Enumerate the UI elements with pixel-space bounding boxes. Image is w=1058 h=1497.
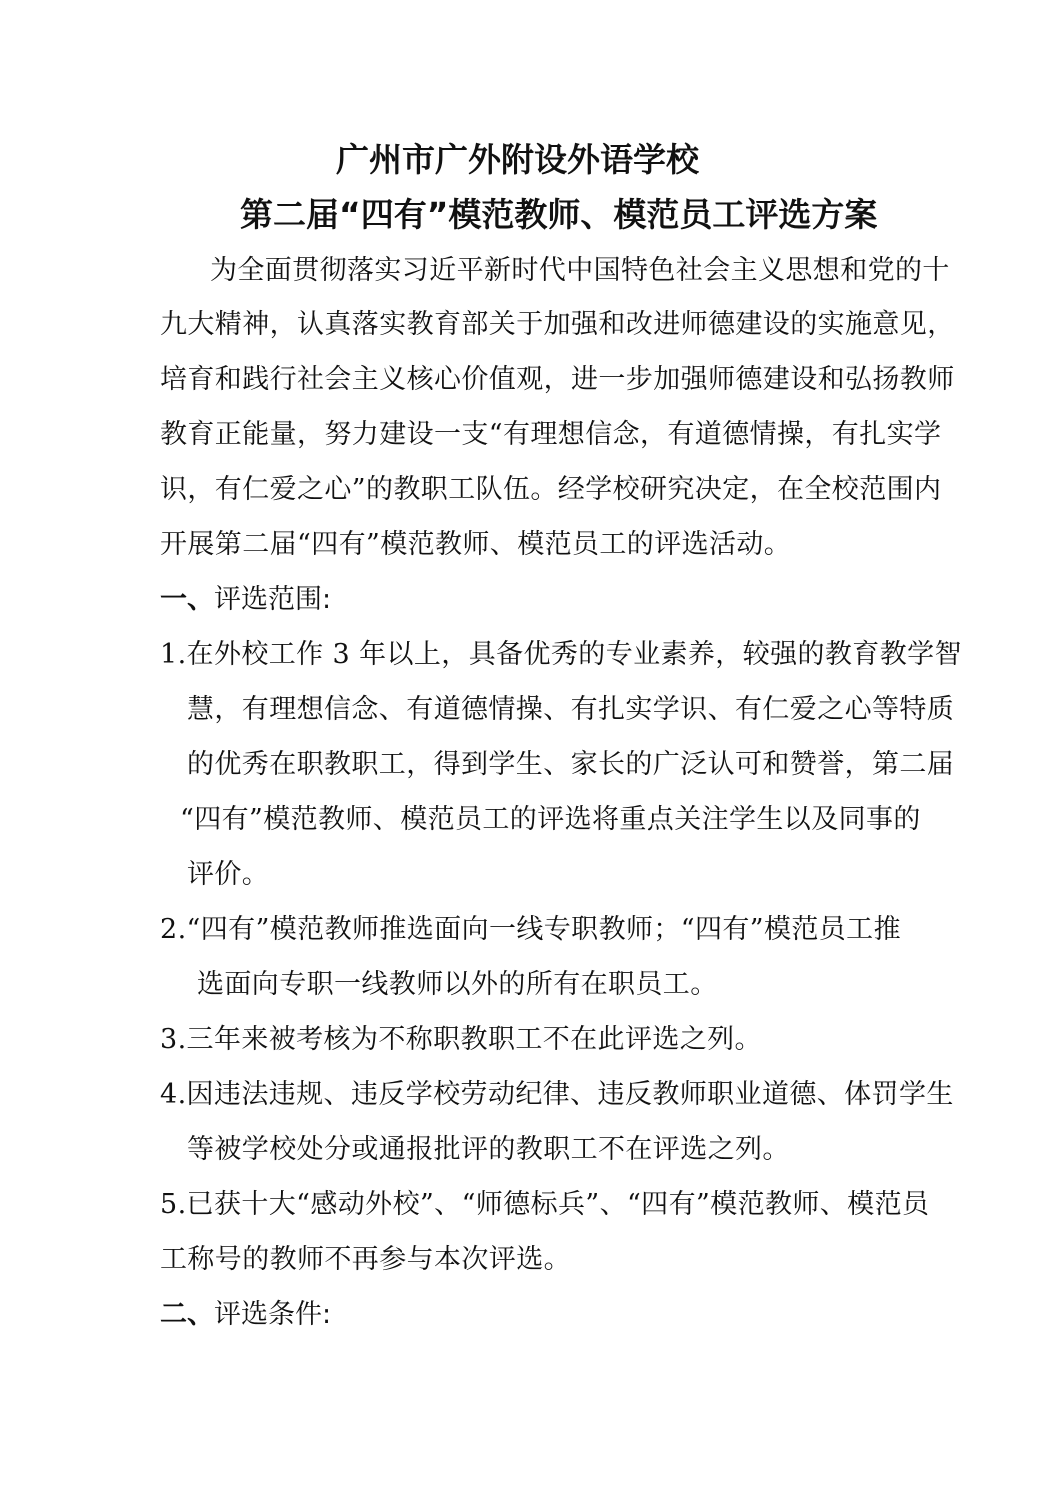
list-item-line: 的优秀在职教职工，得到学生、家长的广泛认可和赞誉，第二届 bbox=[187, 749, 955, 780]
list-item-line: 2.“四有”模范教师推选面向一线专职教师；“四有”模范员工推 bbox=[160, 914, 901, 945]
intro-line: 教育正能量，努力建设一支“有理想信念，有道德情操，有扎实学 bbox=[160, 419, 942, 450]
document-title: 广州市广外附设外语学校 bbox=[336, 140, 699, 179]
list-item-line: 选面向专职一线教师以外的所有在职员工。 bbox=[197, 969, 718, 1000]
list-item-line: 4.因违法违规、违反学校劳动纪律、违反教师职业道德、体罚学生 bbox=[160, 1079, 954, 1110]
intro-line: 为全面贯彻落实习近平新时代中国特色社会主义思想和党的十 bbox=[210, 255, 950, 286]
list-item-line: “四有”模范教师、模范员工的评选将重点关注学生以及同事的 bbox=[180, 804, 921, 835]
section-heading bbox=[160, 1297, 331, 1333]
document-subtitle: 第二届“四有”模范教师、模范员工评选方案 bbox=[240, 195, 878, 234]
section-number: 二、 bbox=[160, 1299, 214, 1330]
list-item-line: 1.在外校工作 3 年以上，具备优秀的专业素养，较强的教育教学智 bbox=[160, 639, 962, 670]
section-heading-text: 评选条件: bbox=[214, 1299, 332, 1330]
list-item-line: 工称号的教师不再参与本次评选。 bbox=[160, 1244, 571, 1275]
list-item-line: 等被学校处分或通报批评的教职工不在评选之列。 bbox=[187, 1134, 790, 1165]
section-heading-text: 评选范围: bbox=[214, 584, 332, 615]
list-item-line: 5.已获十大“感动外校”、“师德标兵”、“四有”模范教师、模范员 bbox=[160, 1189, 930, 1220]
list-item-line: 3.三年来被考核为不称职教职工不在此评选之列。 bbox=[160, 1024, 762, 1055]
list-item-line: 慧，有理想信念、有道德情操、有扎实学识、有仁爱之心等特质 bbox=[187, 694, 955, 725]
section-heading bbox=[160, 582, 331, 618]
section-number: 一、 bbox=[160, 584, 214, 615]
list-item-line: 评价。 bbox=[187, 859, 270, 890]
intro-line: 开展第二届“四有”模范教师、模范员工的评选活动。 bbox=[160, 529, 792, 560]
intro-line: 九大精神，认真落实教育部关于加强和改进师德建设的实施意见， bbox=[160, 309, 955, 340]
intro-line: 识，有仁爱之心”的教职工队伍。经学校研究决定，在全校范围内 bbox=[160, 474, 942, 505]
intro-line: 培育和践行社会主义核心价值观，进一步加强师德建设和弘扬教师 bbox=[160, 364, 955, 395]
